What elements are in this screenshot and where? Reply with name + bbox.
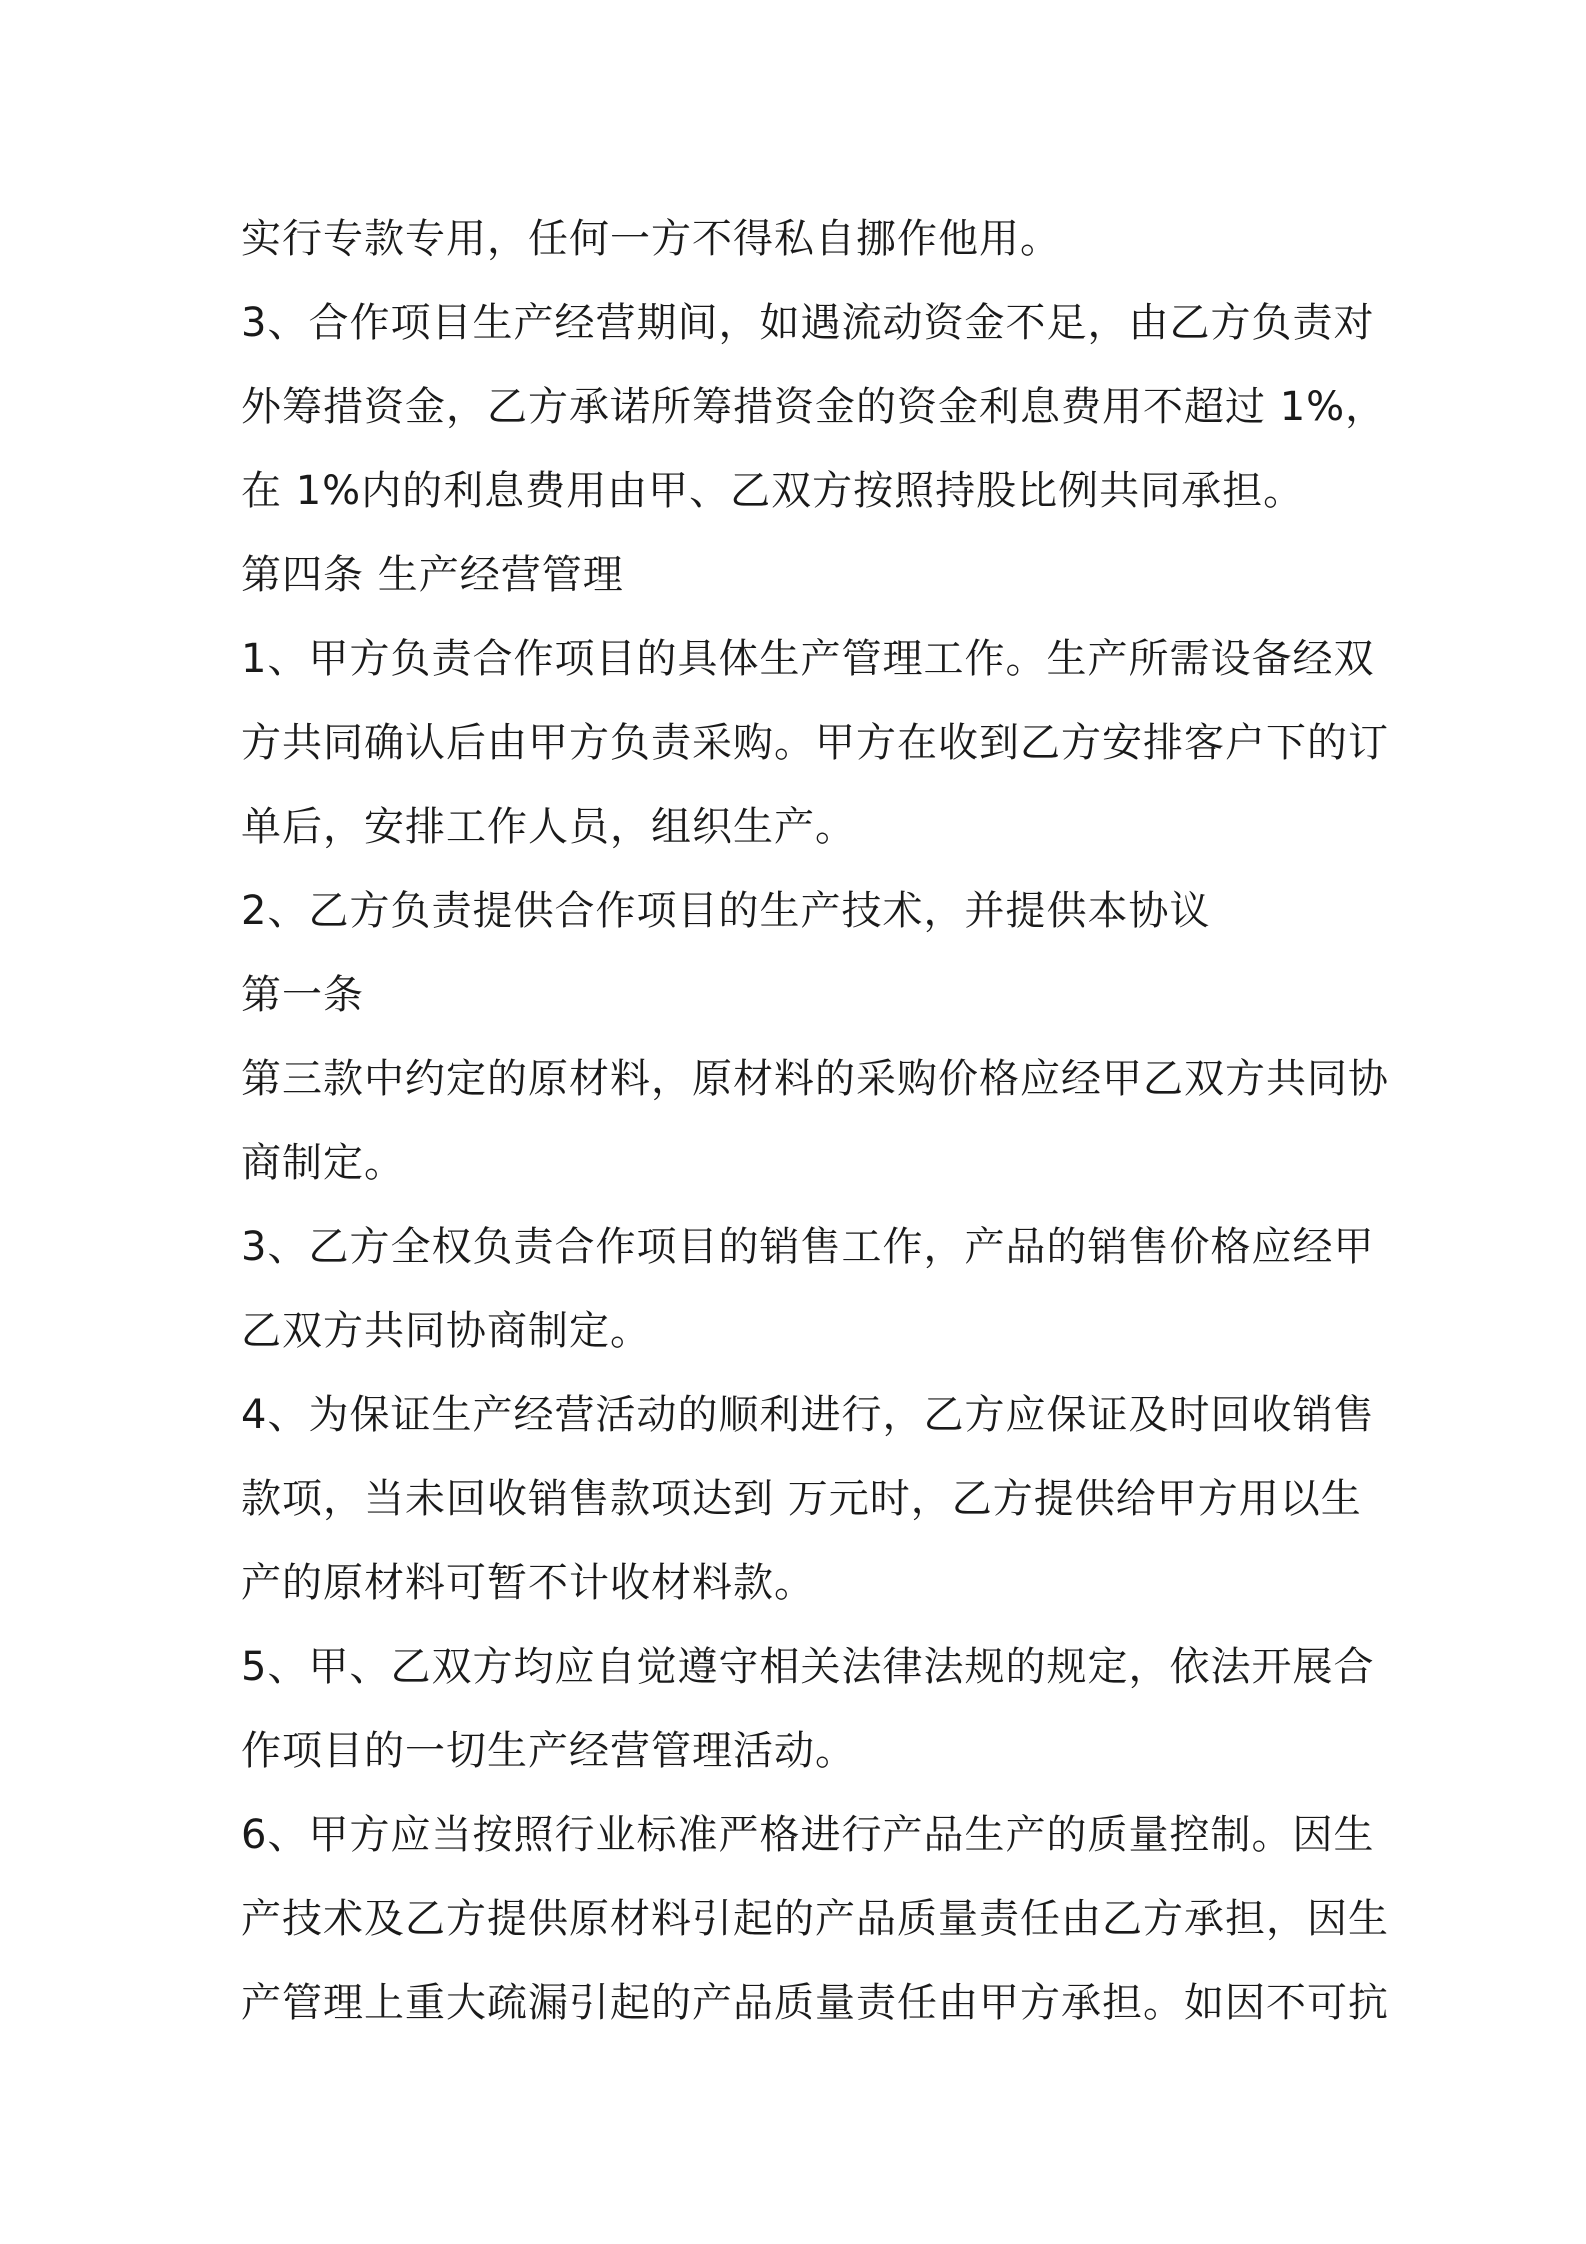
text-line: 3、乙方全权负责合作项目的销售工作，产品的销售价格应经甲 [241,1224,1375,1270]
text-line: 商制定。 [241,1140,405,1186]
text-line: 产技术及乙方提供原材料引起的产品质量责任由乙方承担，因生 [241,1896,1389,1942]
text-line: 2、乙方负责提供合作项目的生产技术，并提供本协议 [241,888,1211,934]
text-line: 5、甲、乙双方均应自觉遵守相关法律法规的规定，依法开展合 [241,1644,1375,1690]
text-line: 产的原材料可暂不计收材料款。 [241,1560,815,1606]
text-line: 实行专款专用，任何一方不得私自挪作他用。 [241,216,1061,262]
text-line: 3、合作项目生产经营期间，如遇流动资金不足，由乙方负责对 [241,300,1375,346]
text-line: 第三款中约定的原材料，原材料的采购价格应经甲乙双方共同协 [241,1056,1389,1102]
text-line: 4、为保证生产经营活动的顺利进行，乙方应保证及时回收销售 [241,1392,1375,1438]
section-heading: 第四条 生产经营管理 [241,552,624,598]
text-line: 外筹措资金，乙方承诺所筹措资金的资金利息费用不超过 1%， [241,384,1387,430]
text-line: 在 1%内的利息费用由甲、乙双方按照持股比例共同承担。 [241,468,1305,514]
text-line: 产管理上重大疏漏引起的产品质量责任由甲方承担。如因不可抗 [241,1980,1389,2026]
text-line: 单后，安排工作人员，组织生产。 [241,804,856,850]
text-line: 6、甲方应当按照行业标准严格进行产品生产的质量控制。因生 [241,1812,1375,1858]
text-line: 第一条 [241,972,364,1018]
document-body [241,197,1389,2045]
text-line: 作项目的一切生产经营管理活动。 [241,1728,856,1774]
text-line: 乙双方共同协商制定。 [241,1308,651,1354]
text-line: 1、甲方负责合作项目的具体生产管理工作。生产所需设备经双 [241,636,1375,682]
text-line: 方共同确认后由甲方负责采购。甲方在收到乙方安排客户下的订 [241,720,1389,766]
text-line: 款项，当未回收销售款项达到 万元时，乙方提供给甲方用以生 [241,1476,1362,1522]
